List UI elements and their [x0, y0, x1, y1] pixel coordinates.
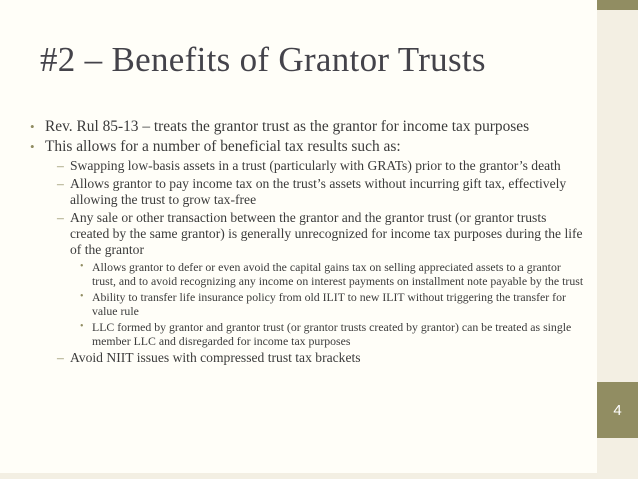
sub-bullet-pay-income-tax [30, 176, 586, 208]
bullet-text: Avoid NIIT issues with compressed trust tax brackets [70, 350, 361, 365]
bullet-marker: • [30, 139, 35, 154]
page-number: 4 [597, 382, 638, 438]
bullet-text: Ability to transfer life insurance policy from old ILIT to new ILIT without triggering the transfer for value rule [92, 290, 566, 318]
bullet-text: LLC formed by grantor and grantor trust (or grantor trusts created by grantor) can be treated as single member LLC and disregarded for income tax purposes [92, 320, 572, 348]
bullet-marker: • [80, 291, 84, 302]
sub-sub-bullet-llc [30, 320, 586, 348]
dash-marker: – [57, 210, 64, 225]
sub-bullet-niit [30, 350, 586, 366]
sub-sub-bullet-ilit [30, 290, 586, 318]
slide-title: #2 – Benefits of Grantor Trusts [40, 40, 486, 79]
right-sidebar [597, 0, 638, 479]
bullet-text: Allows grantor to pay income tax on the trust’s assets without incurring gift tax, effectively allowing the trust to grow tax-free [70, 176, 567, 207]
sub-sub-bullet-capital-gains [30, 260, 586, 288]
slide-body [30, 118, 586, 368]
bullet-text: Rev. Rul 85-13 – treats the grantor trust as the grantor for income tax purposes [45, 118, 530, 135]
dash-marker: – [57, 350, 64, 365]
bullet-text: Allows grantor to defer or even avoid the capital gains tax on selling appreciated assets to a grantor trust, and to avoid recognizing any income on interest payments on installment note payable by the trust [92, 260, 584, 288]
bullet-rev-rul [30, 118, 586, 136]
sidebar-accent [597, 0, 638, 10]
sub-bullet-transactions [30, 210, 586, 258]
sub-bullet-swapping [30, 158, 586, 174]
dash-marker: – [57, 158, 64, 173]
bottom-rule [0, 473, 597, 479]
bullet-marker: • [30, 119, 35, 134]
bullet-text: Any sale or other transaction between the grantor and the grantor trust (or grantor trusts created by the same grantor) is generally unrecognized for income tax purposes during the life of the grantor [70, 210, 583, 257]
bullet-marker: • [80, 321, 84, 332]
dash-marker: – [57, 176, 64, 191]
bullet-text: This allows for a number of beneficial tax results such as: [45, 138, 401, 155]
bullet-text: Swapping low-basis assets in a trust (particularly with GRATs) prior to the grantor’s death [70, 158, 561, 173]
bullet-beneficial-results [30, 138, 586, 156]
bullet-marker: • [80, 261, 84, 272]
